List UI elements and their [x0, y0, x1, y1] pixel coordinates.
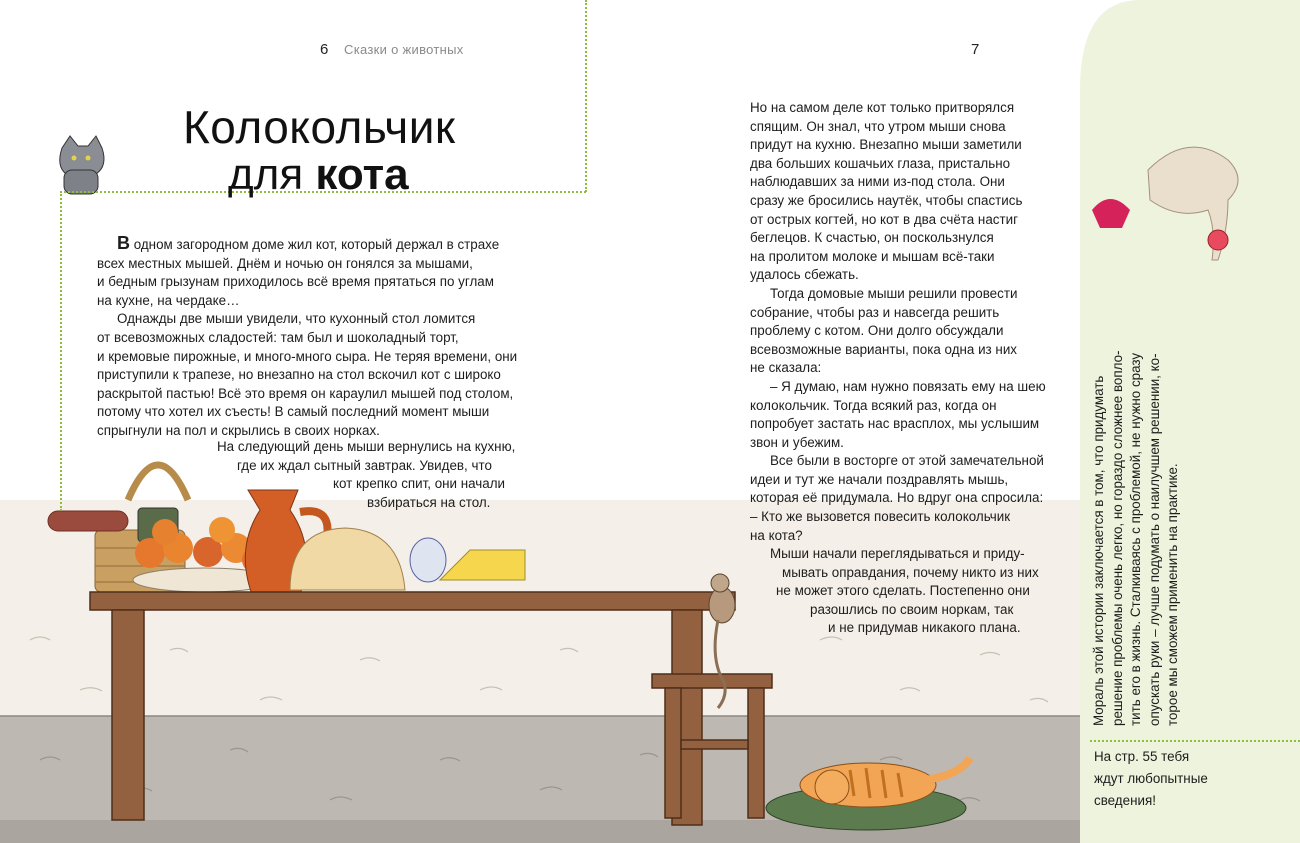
story-line: на пролитом молоке и мышам всё-таки	[750, 248, 995, 264]
story-line: всевозможные варианты, пока одна из них	[750, 341, 1017, 357]
title-regular-word: для	[228, 150, 316, 199]
story-line: потому что хотел их съесть! В самый последний момент мыши	[97, 404, 490, 420]
story-line: идеи и тут же начали поздравлять мышь,	[750, 471, 1009, 487]
guide-line-left	[60, 191, 62, 511]
story-line: спрыгнули на пол и скрылись в своих норках.	[97, 422, 380, 438]
sausage	[48, 511, 128, 531]
story-first-line	[97, 234, 517, 255]
hint-line: На стр. 55 тебя	[1094, 749, 1190, 764]
story-line: Мыши начали переглядываться и приду-	[770, 546, 1025, 561]
grey-cat	[60, 136, 104, 194]
story-text-left-stepped	[217, 438, 515, 512]
story-text-right	[750, 99, 1046, 545]
story-line: колокольчик. Тогда всякий раз, когда он	[750, 397, 997, 413]
story-title-line2	[228, 150, 409, 199]
guide-line-vertical	[585, 0, 587, 192]
running-title: Сказки о животных	[344, 42, 464, 57]
story-line: взбираться на стол.	[367, 494, 491, 510]
teapot	[410, 538, 446, 582]
page-reference-hint	[1094, 746, 1208, 812]
story-line: собрание, чтобы раз и навсегда решить	[750, 304, 1000, 320]
story-line: – Я думаю, нам нужно повязать ему на шею	[770, 378, 1046, 394]
story-line: – Кто же вызовется повесить колокольчик	[750, 509, 1011, 525]
story-line: от острых когтей, но кот в два счёта настиг	[750, 211, 1018, 227]
story-line: раскрытой пастью! Всё это время он караулил мышей под столом,	[97, 385, 514, 401]
first-line-text: одном загородном доме жил кот, который держал в страхе	[130, 237, 500, 252]
story-line: где их ждал сытный завтрак. Увидев, что	[237, 457, 492, 473]
story-line: которая её придумала. Но вдруг она спросила:	[750, 490, 1044, 506]
story-text-left	[97, 234, 517, 441]
story-line: придут на кухню. Внезапно мыши заметили	[750, 137, 1022, 153]
title-bold-word: кота	[315, 150, 409, 199]
moral-line: Мораль этой истории заключается в том, что придумать	[1091, 375, 1106, 726]
hint-line: сведения!	[1094, 793, 1156, 808]
story-line: Однажды две мыши увидели, что кухонный стол ломится	[117, 311, 476, 327]
story-line: На следующий день мыши вернулись на кухню,	[217, 439, 516, 454]
story-line: на кота?	[750, 527, 803, 543]
moral-line: опускать руки – лучше подумать о наилучшем решении, ко-	[1146, 353, 1162, 726]
moral-text	[1090, 276, 1183, 726]
drop-cap: В	[117, 233, 130, 253]
story-line: спящим. Он знал, что утром мыши снова	[750, 118, 1006, 134]
story-line: приступили к трапезе, но внезапно на стол вскочил кот с широко	[97, 367, 501, 383]
story-title-line1: Колокольчик	[183, 101, 456, 153]
moral-line: решение проблемы очень легко, но гораздо сложнее вопло-	[1109, 350, 1125, 726]
story-line: на кухне, на чердаке…	[97, 292, 240, 308]
story-line: удалось сбежать.	[750, 267, 859, 283]
story-line: Все были в восторге от этой замечательной	[770, 453, 1044, 469]
hint-line: ждут любопытные	[1094, 771, 1208, 786]
story-line: и бедным грызунам приходилось всё время прятаться по углам	[97, 274, 494, 290]
page-number-right: 7	[971, 41, 980, 58]
story-line: не может этого сделать. Постепенно они	[776, 583, 1030, 599]
story-line: Тогда домовые мыши решили провести	[770, 285, 1018, 301]
sidebar-separator	[1090, 740, 1300, 742]
story-line: проблему с котом. Они долго обсуждали	[750, 323, 1004, 339]
story-line: не сказала:	[750, 360, 822, 376]
moral-line: торое мы сможем применить на практике.	[1165, 463, 1180, 726]
story-line: беглецов. К счастью, он поскользнулся	[750, 230, 994, 246]
story-line: сразу же бросились наутёк, чтобы спастись	[750, 192, 1023, 208]
story-line: всех местных мышей. Днём и ночью он гонялся за мышами,	[97, 255, 473, 271]
story-line: звон и убежим.	[750, 434, 844, 450]
page-number-left: 6	[320, 41, 329, 58]
story-line: мывать оправдания, почему никто из них	[782, 564, 1039, 580]
story-line: наблюдавших за ними из-под стола. Они	[750, 174, 1005, 190]
story-line: и не придумав никакого плана.	[828, 620, 1021, 636]
moral-line: тить его в жизнь. Сталкиваясь с проблемой, не нужно сразу	[1128, 352, 1143, 726]
story-line: от всевозможных сладостей: там был и шоколадный торт,	[97, 329, 459, 345]
story-line: попробует застать нас врасплох, мы услышим	[750, 416, 1040, 432]
story-line: и кремовые пирожные, и много-много сыра. Не теряя времени, они	[97, 348, 518, 364]
story-line: Но на самом деле кот только притворялся	[750, 100, 1015, 115]
story-text-right-stepped	[770, 545, 1039, 638]
story-line: два больших кошачьих глаза, пристально	[750, 155, 1011, 171]
story-line: кот крепко спит, они начали	[333, 476, 506, 492]
story-line: разошлись по своим норкам, так	[810, 601, 1014, 617]
